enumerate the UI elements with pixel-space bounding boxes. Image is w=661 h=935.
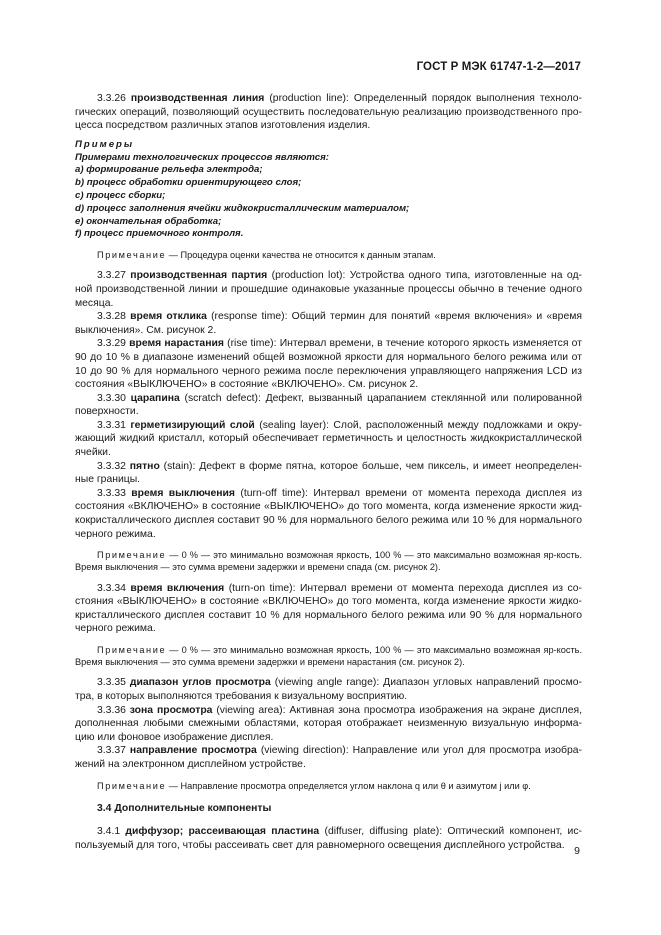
entry-3-3-34: [75, 582, 582, 636]
entry-3-3-29: [75, 337, 582, 391]
entry-number: 3.3.33: [97, 487, 126, 499]
entry-term: пятно: [129, 460, 160, 472]
entry-3-3-28: [75, 310, 582, 337]
note-1: [75, 249, 582, 261]
entry-term: герметизирующий слой: [130, 419, 255, 431]
entry-term: диффузор; рассеивающая пластина: [125, 826, 320, 838]
entry-number: 3.3.30: [97, 392, 126, 404]
note-dash: —: [166, 645, 182, 656]
examples-heading: Примеры: [75, 138, 135, 150]
note-text: 0 % — это минимально возможная яркость, 100 % — это максимально возможная яр-кость. Время выключения — это сумма времени задержки и времени спада (см. рисунок 2).: [75, 550, 582, 573]
entry-term: производственная партия: [130, 270, 268, 282]
entry-number: 3.3.26: [97, 93, 126, 104]
entry-text: (viewing angle range): Диапазон угловых направлений просмо-тра, в которых выполняются требования к визуальному восприятию.: [75, 677, 583, 703]
note-text: Направление просмотра определяется углом наклона q или θ и азимутом j или φ.: [180, 780, 531, 791]
entry-number: 3.3.37: [97, 745, 126, 757]
note-3: [75, 644, 582, 668]
examples-block: [75, 139, 582, 241]
entry-term: царапина: [130, 392, 180, 404]
document-body: [75, 92, 582, 853]
example-item: e) окончательная обработка;: [75, 215, 222, 227]
entry-term: диапазон углов просмотра: [129, 677, 271, 689]
entry-3-3-37: [75, 744, 582, 771]
note-text: Процедура оценки качества не относится к данным этапам.: [180, 250, 436, 261]
entry-text: (turn-on time): Интервал времени от момента перехода дисплея из со-стояния «ВЫКЛЮЧЕНО» в состояние «ВКЛЮЧЕНО» до того момента, когда изменение яркости жидко-кристаллического дисплея составит 10 % для нормального белого режима или 90 % для нормального черного режима.: [75, 582, 583, 635]
entry-3-3-27: [75, 269, 582, 310]
entry-term: время нарастания: [129, 338, 224, 350]
note-4: [75, 780, 582, 792]
example-item: d) процесс заполнения ячейки жидкокристаллическим материалом;: [75, 202, 410, 214]
note-label: Примечание: [97, 645, 167, 656]
entry-number: 3.3.29: [97, 338, 126, 350]
entry-text: (scratch defect): Дефект, вызванный царапанием стеклянной или полированной поверхности.: [75, 392, 583, 418]
standard-header: ГОСТ Р МЭК 61747-1-2—2017: [416, 61, 581, 73]
entry-text: (diffuser, diffusing plate): Оптический компонент, ис-пользуемый для того, чтобы рассеивать свет для равномерного освещения дисплейного устройства.: [75, 826, 582, 851]
entry-text: (sealing layer): Слой, расположенный между подложками и окру-жающий жидкий кристалл, который обеспечивает герметичность и целостность жидкокристаллической ячейки.: [75, 419, 582, 459]
entry-3-3-31: [75, 419, 582, 460]
entry-term: направление просмотра: [129, 745, 257, 757]
note-label: Примечание: [97, 550, 167, 561]
note-dash: —: [166, 780, 181, 791]
entry-term: время включения: [130, 582, 225, 594]
note-label: Примечание: [97, 780, 167, 791]
entry-text: (production line): Определенный порядок выполнения техноло-гических операций, позволяющий осуществить последовательную реализацию производственного про-цесса посредством различных этапов изготовления изделия.: [75, 93, 582, 132]
note-label: Примечание: [97, 250, 167, 261]
note-text: 0 % — это минимально возможная яркость, 100 % — это максимально возможная яр-кость. Время выключения — это сумма времени задержки и времени нарастания (см. рисунок 2).: [75, 645, 582, 668]
entry-3-3-33: [75, 487, 582, 541]
example-item: b) процесс обработки ориентирующего слоя;: [75, 177, 302, 189]
section-heading-3-4: 3.4 Дополнительные компоненты: [97, 802, 272, 814]
entry-number: 3.3.27: [97, 270, 126, 282]
entry-text: (production lot): Устройства одного типа, изготовленные на од-ной производственной линии и прошедшие одинаковые указанные процессы обычно в течение одного месяца.: [75, 270, 582, 309]
entry-term: зона просмотра: [129, 704, 213, 716]
page-number: 9: [574, 845, 580, 857]
entry-number: 3.3.31: [97, 419, 126, 431]
example-item: f) процесс приемочного контроля.: [75, 228, 244, 240]
entry-3-3-35: [75, 676, 582, 703]
entry-3-4-1: [75, 825, 582, 852]
note-dash: —: [166, 250, 181, 261]
entry-term: время отклика: [130, 311, 207, 323]
entry-3-3-36: [75, 704, 582, 745]
entry-text: (viewing direction): Направление или угол для просмотра изобра-жений на электронном дисплейном устройстве.: [75, 745, 583, 770]
entry-number: 3.4.1: [97, 826, 121, 838]
entry-3-3-26: [75, 92, 582, 133]
entry-number: 3.3.32: [97, 460, 126, 472]
examples-intro: Примерами технологических процессов являются:: [75, 151, 329, 163]
entry-3-3-32: [75, 460, 582, 487]
entry-term: производственная линия: [130, 93, 265, 104]
entry-text: (stain): Дефект в форме пятна, которое больше, чем пиксель, и имеет неопределен-ные границы.: [75, 460, 582, 486]
entry-number: 3.3.35: [97, 677, 126, 689]
example-item: a) формирование рельефа электрода;: [75, 164, 263, 176]
entry-text: (rise time): Интервал времени, в течение которого яркость изменяется от 90 до 10 % в диапазоне изменений общей возможной яркости для нормального белого режима или от 10 до 90 % для нормального черного режима после переключения управляющего напряжения LCD из состояния «ВЫКЛЮЧЕНО» в состояние «ВКЛЮЧЕНО». См. рисунок 2.: [75, 338, 582, 391]
example-item: c) процесс сборки;: [75, 189, 166, 201]
entry-text: (viewing area): Активная зона просмотра изображения на экране дисплея, дополненная любыми смежными областями, которая отображает неизменную визуальную информа-цию или фоновое изображение дисплея.: [75, 704, 582, 743]
note-2: [75, 549, 582, 573]
entry-term: время выключения: [131, 487, 235, 499]
entry-3-3-30: [75, 392, 582, 419]
entry-number: 3.3.36: [97, 704, 126, 716]
entry-text: (turn-off time): Интервал времени от момента перехода дисплея из состояния «ВКЛЮЧЕНО» в состояние «ВЫКЛЮЧЕНО» до того момента, когда изменение яркости жид-кокристаллического дисплея составит 90 % для нормального белого режима или 10 % для нормального черного режима.: [75, 487, 583, 540]
entry-number: 3.3.28: [97, 311, 126, 323]
entry-number: 3.3.34: [97, 582, 126, 594]
note-dash: —: [166, 550, 182, 561]
entry-text: (response time): Общий термин для понятий «время включения» и «время выключения». См. рисунок 2.: [75, 311, 583, 336]
